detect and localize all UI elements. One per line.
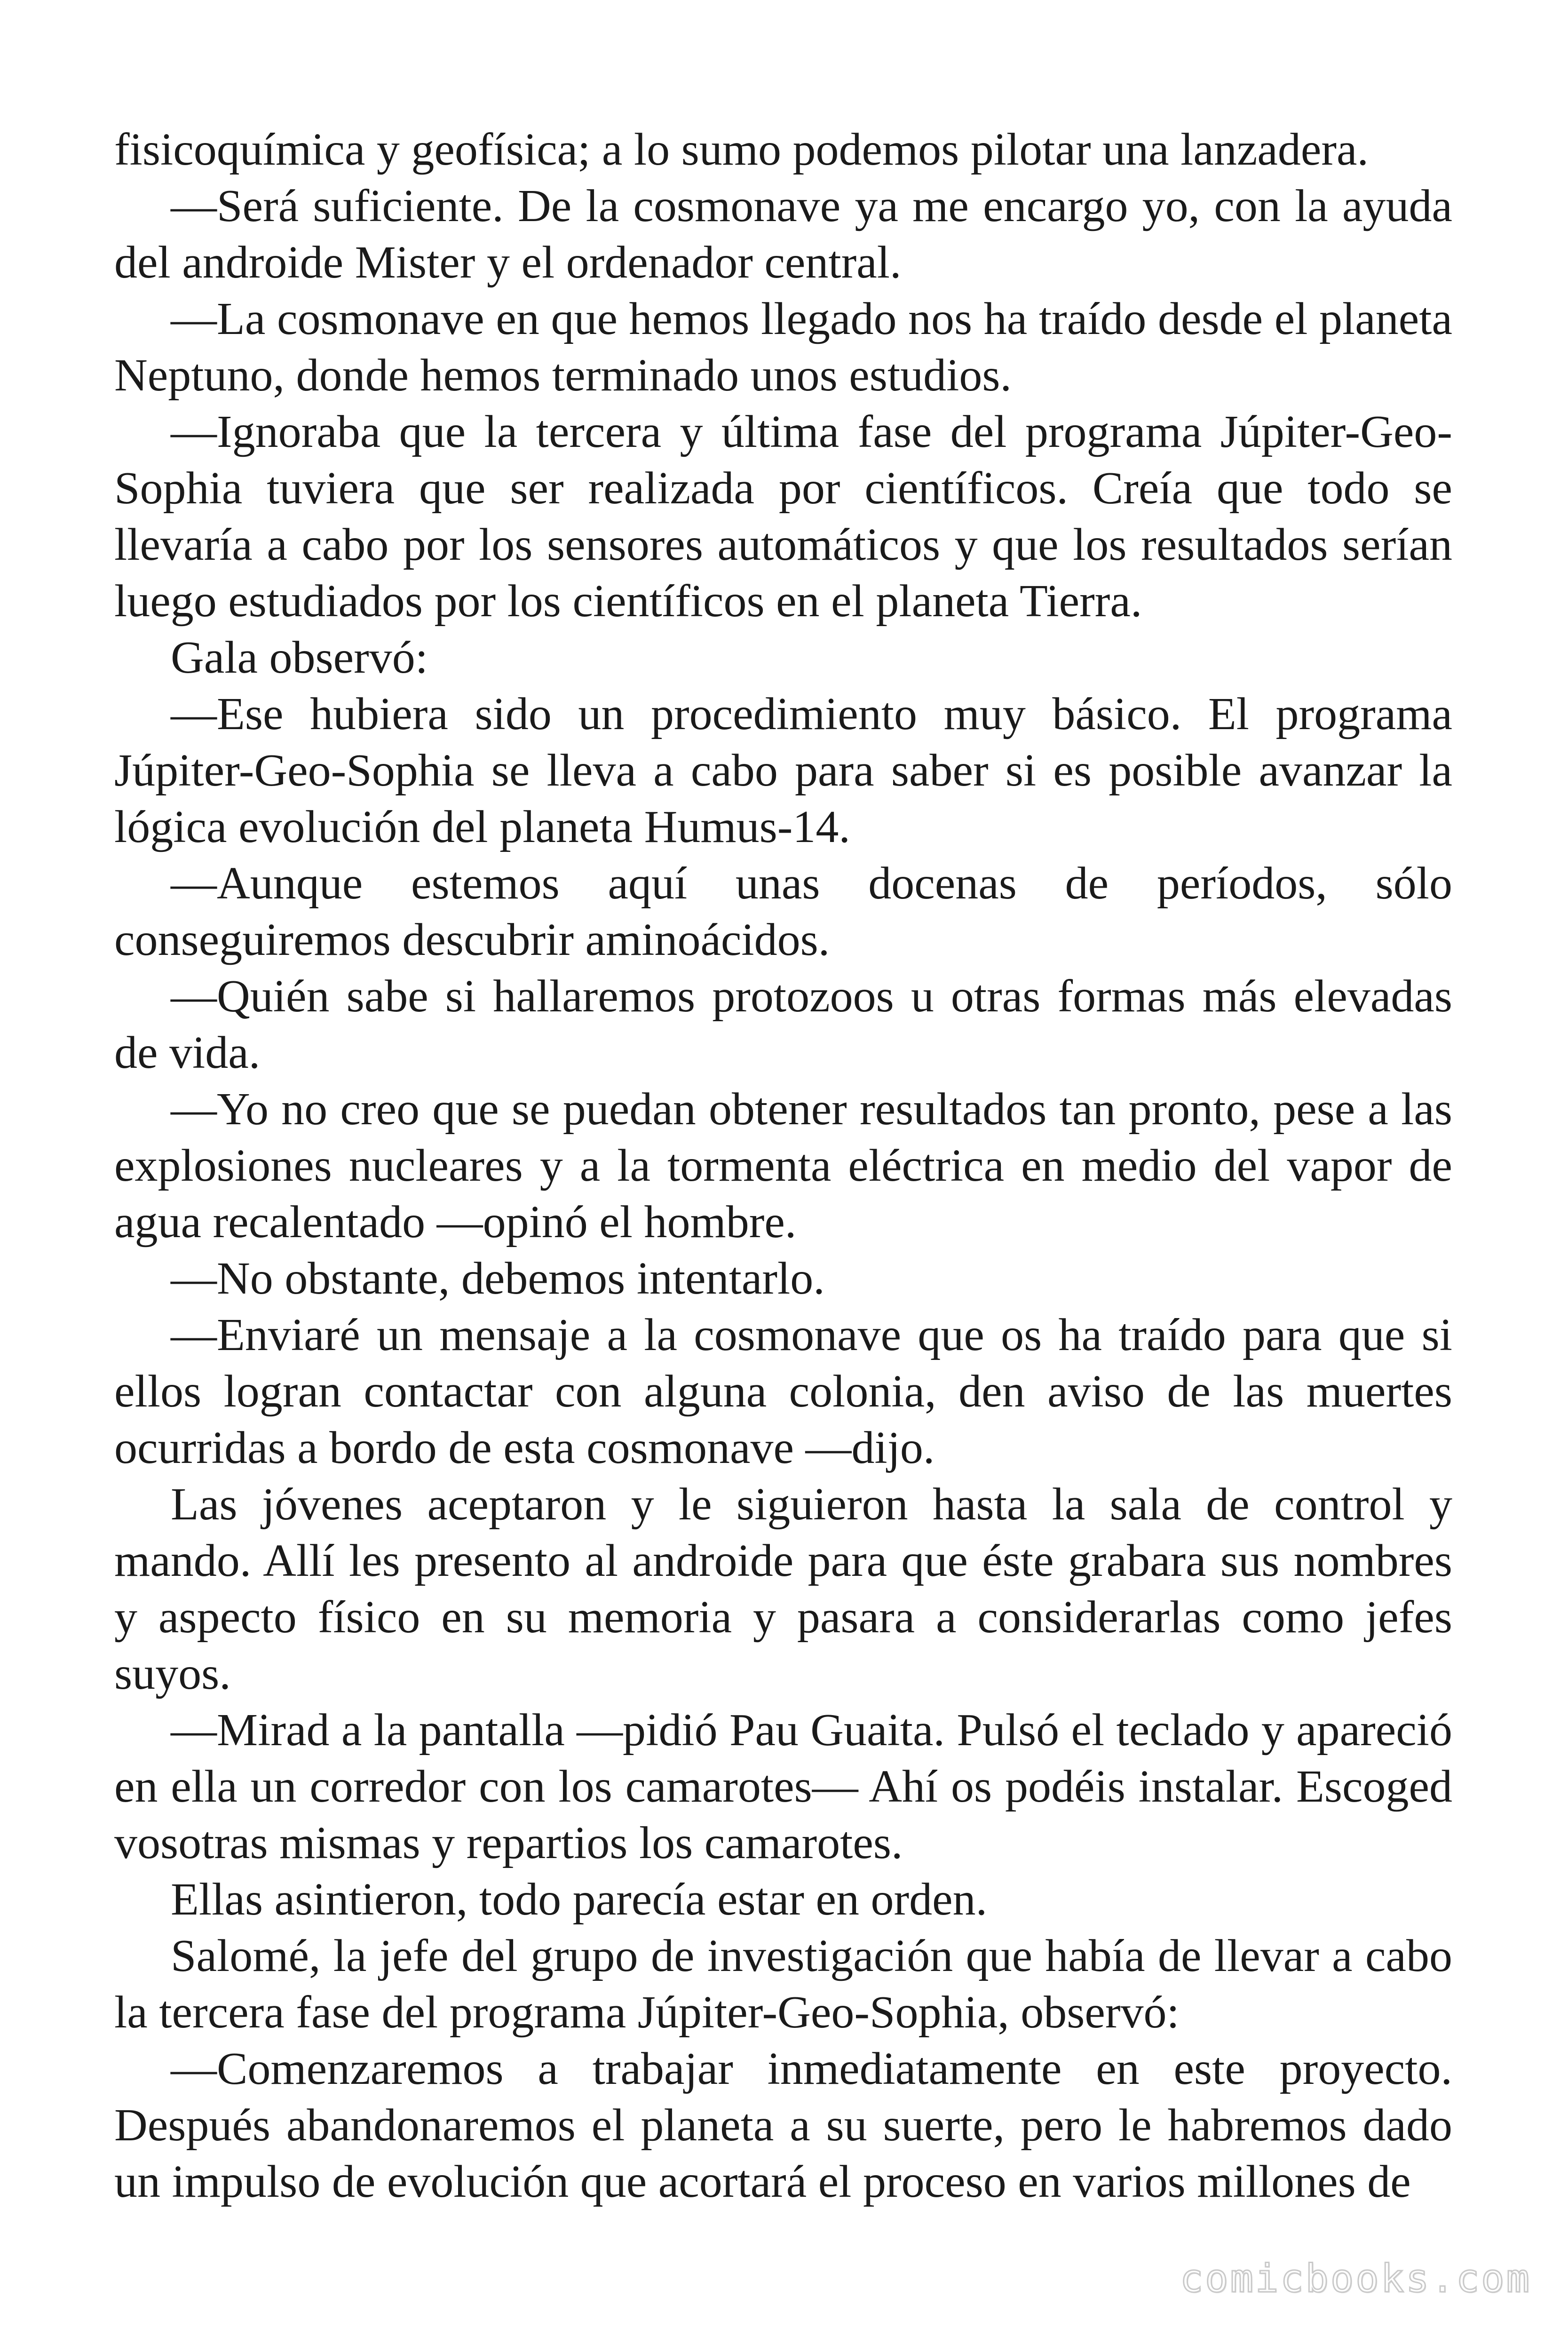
watermark: comicbooks.com bbox=[1180, 2257, 1531, 2301]
paragraph-7: —Aunque estemos aquí unas docenas de períodos, sólo conseguiremos descubrir aminoácidos. bbox=[114, 858, 1452, 965]
paragraph-9: —Yo no creo que se puedan obtener resultados tan pronto, pese a las explosiones nucleares y a la tormenta eléctrica en medio del vapor de agua recalentado —opinó el hombre. bbox=[114, 1084, 1452, 1248]
paragraph-15: Salomé, la jefe del grupo de investigación que había de llevar a cabo la tercera fase del programa Júpiter-Geo-Sophia, observó: bbox=[114, 1931, 1452, 2038]
paragraph-13: —Mirad a la pantalla —pidió Pau Guaita. Pulsó el teclado y apareció en ella un corredor con los camarotes— Ahí os podéis instalar. Escoged vosotras mismas y repartios los camarotes. bbox=[114, 1705, 1452, 1868]
paragraph-3: —La cosmonave en que hemos llegado nos ha traído desde el planeta Neptuno, donde hemos terminado unos estudios. bbox=[114, 294, 1452, 401]
paragraph-10: —No obstante, debemos intentarlo. bbox=[171, 1253, 825, 1304]
book-page bbox=[114, 121, 1452, 2210]
paragraph-12: Las jóvenes aceptaron y le siguieron hasta la sala de control y mando. Allí les presento al androide para que éste grabara sus nombres y aspecto físico en su memoria y pasara a considerarlas como jefes suyos. bbox=[114, 1479, 1452, 1699]
paragraph-11: —Enviaré un mensaje a la cosmonave que os ha traído para que si ellos logran contactar con alguna colonia, den aviso de las muertes ocurridas a bordo de esta cosmonave —dijo. bbox=[114, 1310, 1452, 1473]
paragraph-6: —Ese hubiera sido un procedimiento muy básico. El programa Júpiter-Geo-Sophia se lleva a cabo para saber si es posible avanzar la lógica evolución del planeta Humus-14. bbox=[114, 689, 1452, 852]
paragraph-5: Gala observó: bbox=[171, 632, 428, 683]
paragraph-2: —Será suficiente. De la cosmonave ya me encargo yo, con la ayuda del androide Mister y el ordenador central. bbox=[114, 181, 1452, 288]
paragraph-8: —Quién sabe si hallaremos protozoos u otras formas más elevadas de vida. bbox=[114, 971, 1452, 1078]
paragraph-1: fisicoquímica y geofísica; a lo sumo podemos pilotar una lanzadera. bbox=[114, 124, 1369, 175]
paragraph-4: —Ignoraba que la tercera y última fase del programa Júpiter-Geo-Sophia tuviera que ser realizada por científicos. Creía que todo se llevaría a cabo por los sensores automáticos y que los resultados serían luego estudiados por los científicos en el planeta Tierra. bbox=[114, 406, 1452, 627]
paragraph-14: Ellas asintieron, todo parecía estar en orden. bbox=[171, 1874, 988, 1925]
paragraph-16: —Comenzaremos a trabajar inmediatamente en este proyecto. Después abandonaremos el planeta a su suerte, pero le habremos dado un impulso de evolución que acortará el proceso en varios millones de bbox=[114, 2043, 1452, 2207]
